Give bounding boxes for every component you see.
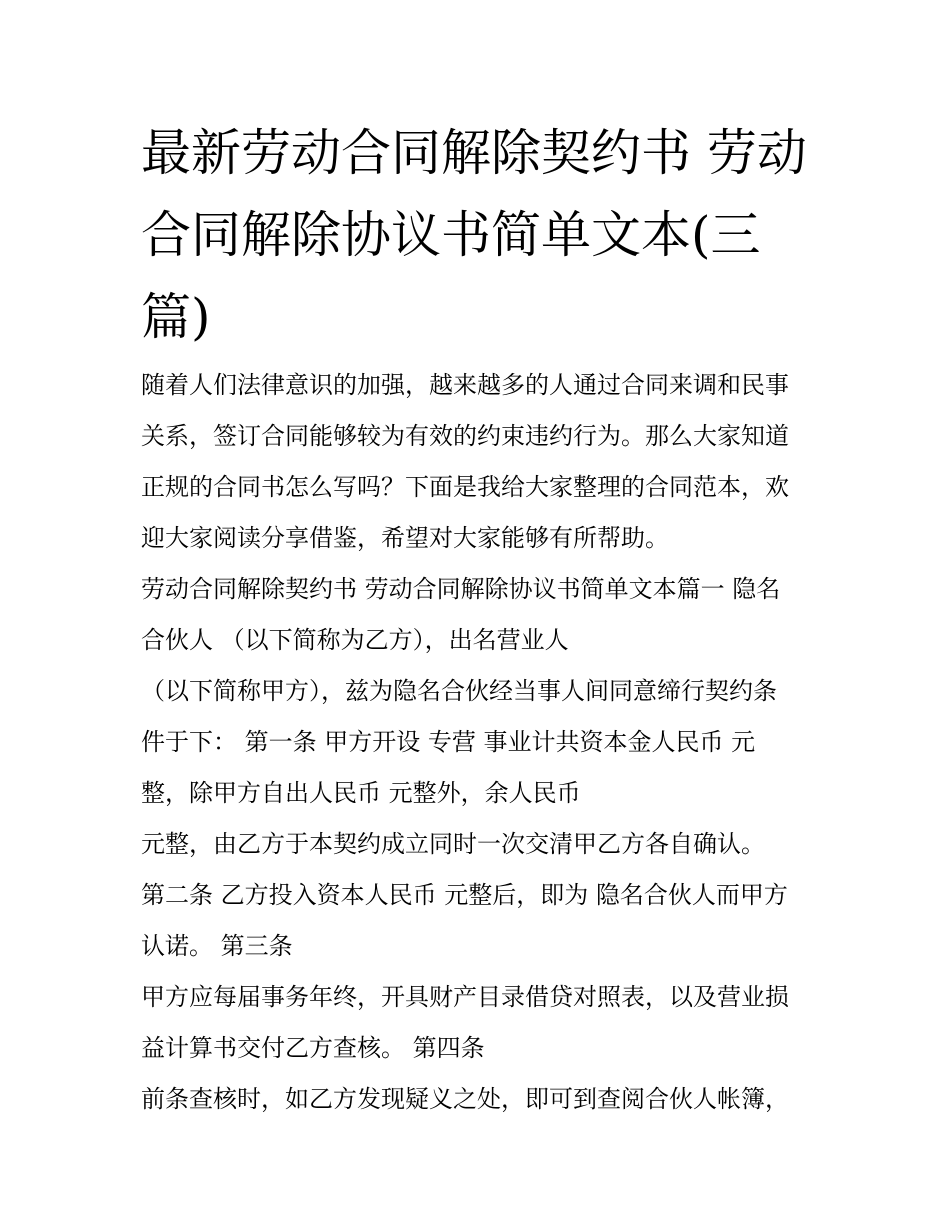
document-title: 最新劳动合同解除契约书 劳动合同解除协议书简单文本(三篇) <box>141 124 807 346</box>
body-line: 甲方应每届事务年终，开具财产目录借贷对照表，以及营业损 <box>141 983 789 1011</box>
body-line: 元整，由乙方于本契约成立同时一次交清甲乙方各自确认。 <box>141 830 765 858</box>
document-body <box>141 360 821 1125</box>
body-line: 关系，签订合同能够较为有效的约束违约行为。那么大家知道 <box>141 422 789 450</box>
body-line: 件于下： 第一条 甲方开设 专营 事业计共资本金人民币 元 <box>141 728 756 756</box>
body-line: 合伙人 （以下简称为乙方），出名营业人 <box>141 626 569 654</box>
body-line: 益计算书交付乙方查核。 第四条 <box>141 1034 485 1062</box>
body-line: 正规的合同书怎么写吗？下面是我给大家整理的合同范本，欢 <box>141 473 789 501</box>
body-line: 第二条 乙方投入资本人民币 元整后，即为 隐名合伙人而甲方 <box>141 881 788 909</box>
body-line: 迎大家阅读分享借鉴，希望对大家能够有所帮助。 <box>141 524 669 552</box>
body-line: 认诺。 第三条 <box>141 932 293 960</box>
body-line: 劳动合同解除契约书 劳动合同解除协议书简单文本篇一 隐名 <box>141 575 781 603</box>
body-line: 前条查核时，如乙方发现疑义之处，即可到查阅合伙人帐簿， <box>141 1085 789 1113</box>
body-line: 随着人们法律意识的加强，越来越多的人通过合同来调和民事 <box>141 371 789 399</box>
body-line: 整，除甲方自出人民币 元整外，余人民币 <box>141 779 581 807</box>
body-line: （以下简称甲方），兹为隐名合伙经当事人间同意缔行契约条 <box>141 677 777 705</box>
